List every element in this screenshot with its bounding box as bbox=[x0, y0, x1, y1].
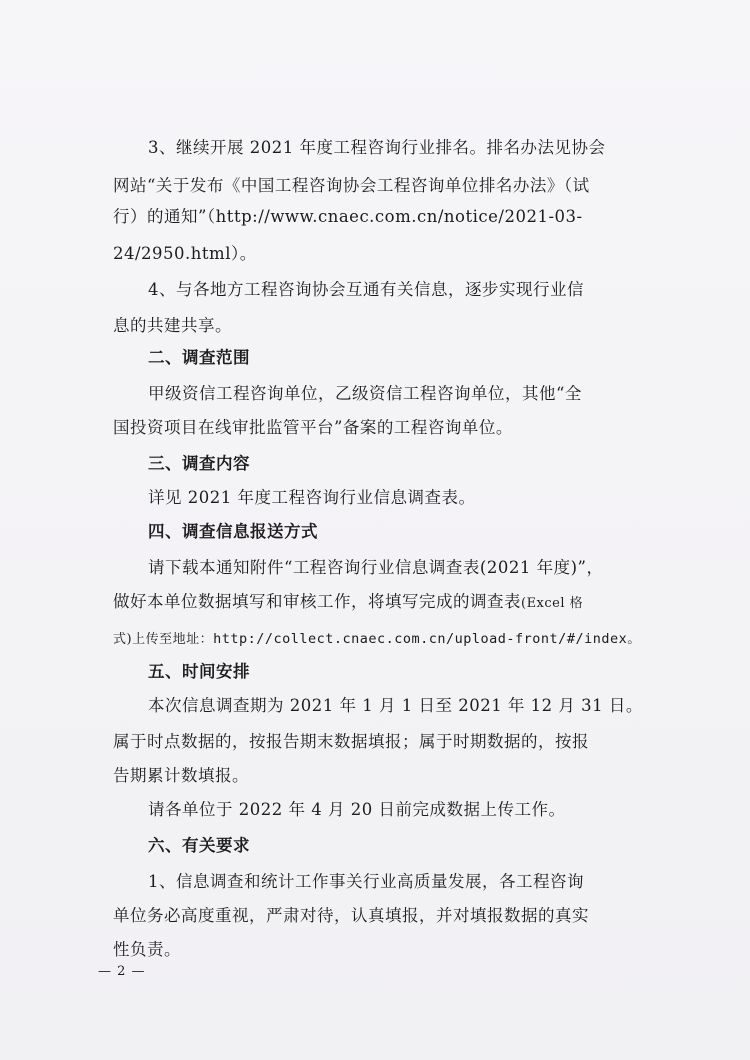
schedule-line-3: 告期累计数填报。 bbox=[113, 766, 249, 785]
paragraph-3-line-1: 3、继续开展 2021 年度工程咨询行业排名。排名办法见协会 bbox=[148, 138, 606, 157]
schedule-line-4: 请各单位于 2022 年 4 月 20 日前完成数据上传工作。 bbox=[148, 800, 566, 819]
schedule-line-2: 属于时点数据的，按报告期末数据填报；属于时期数据的，按报 bbox=[113, 732, 589, 751]
submission-line-1: 请下载本通知附件“工程咨询行业信息调查表(2021 年度)”， bbox=[148, 558, 604, 577]
paragraph-4-line-1: 4、与各地方工程咨询协会互通有关信息，逐步实现行业信 bbox=[148, 280, 584, 299]
submission-line-2-excel: (Excel 格 bbox=[521, 596, 584, 611]
requirements-line-1: 1、信息调查和统计工作事关行业高质量发展，各工程咨询 bbox=[148, 872, 584, 891]
paragraph-3-line-3: 行）的通知”（http://www.cnaec.com.cn/notice/2021-03- bbox=[113, 207, 583, 226]
submission-line-3-label: 式)上传至地址： bbox=[113, 632, 214, 647]
requirements-line-2: 单位务必高度重视，严肃对待，认真填报，并对填报数据的真实 bbox=[113, 906, 589, 925]
submission-line-2-text: 做好本单位数据填写和审核工作，将填写完成的调查表 bbox=[113, 592, 521, 611]
upload-url-link[interactable]: http://collect.cnaec.com.cn/upload-front/#/index。 bbox=[213, 631, 642, 647]
paragraph-3-line-4: 24/2950.html）。 bbox=[113, 244, 257, 263]
requirements-line-3: 性负责。 bbox=[113, 940, 181, 959]
section-heading-content: 三、调查内容 bbox=[148, 454, 250, 473]
submission-line-2 bbox=[113, 592, 633, 614]
paragraph-3-line-2: 网站“关于发布《中国工程咨询协会工程咨询单位排名办法》（试 bbox=[113, 176, 590, 195]
scope-line-2: 国投资项目在线审批监管平台”备案的工程咨询单位。 bbox=[113, 418, 513, 437]
paragraph-4-line-2: 息的共建共享。 bbox=[113, 316, 232, 335]
schedule-line-1: 本次信息调查期为 2021 年 1 月 1 日至 2021 年 12 月 31 日。 bbox=[148, 696, 643, 715]
content-line-1: 详见 2021 年度工程咨询行业信息调查表。 bbox=[148, 488, 476, 507]
section-heading-requirements: 六、有关要求 bbox=[148, 836, 250, 855]
section-heading-scope: 二、调查范围 bbox=[148, 348, 250, 367]
section-heading-schedule: 五、时间安排 bbox=[148, 662, 250, 681]
scope-line-1: 甲级资信工程咨询单位，乙级资信工程咨询单位，其他“全 bbox=[148, 384, 582, 403]
page-number: — 2 — bbox=[98, 964, 146, 979]
submission-line-3 bbox=[113, 628, 642, 650]
section-heading-submission: 四、调查信息报送方式 bbox=[148, 522, 318, 541]
